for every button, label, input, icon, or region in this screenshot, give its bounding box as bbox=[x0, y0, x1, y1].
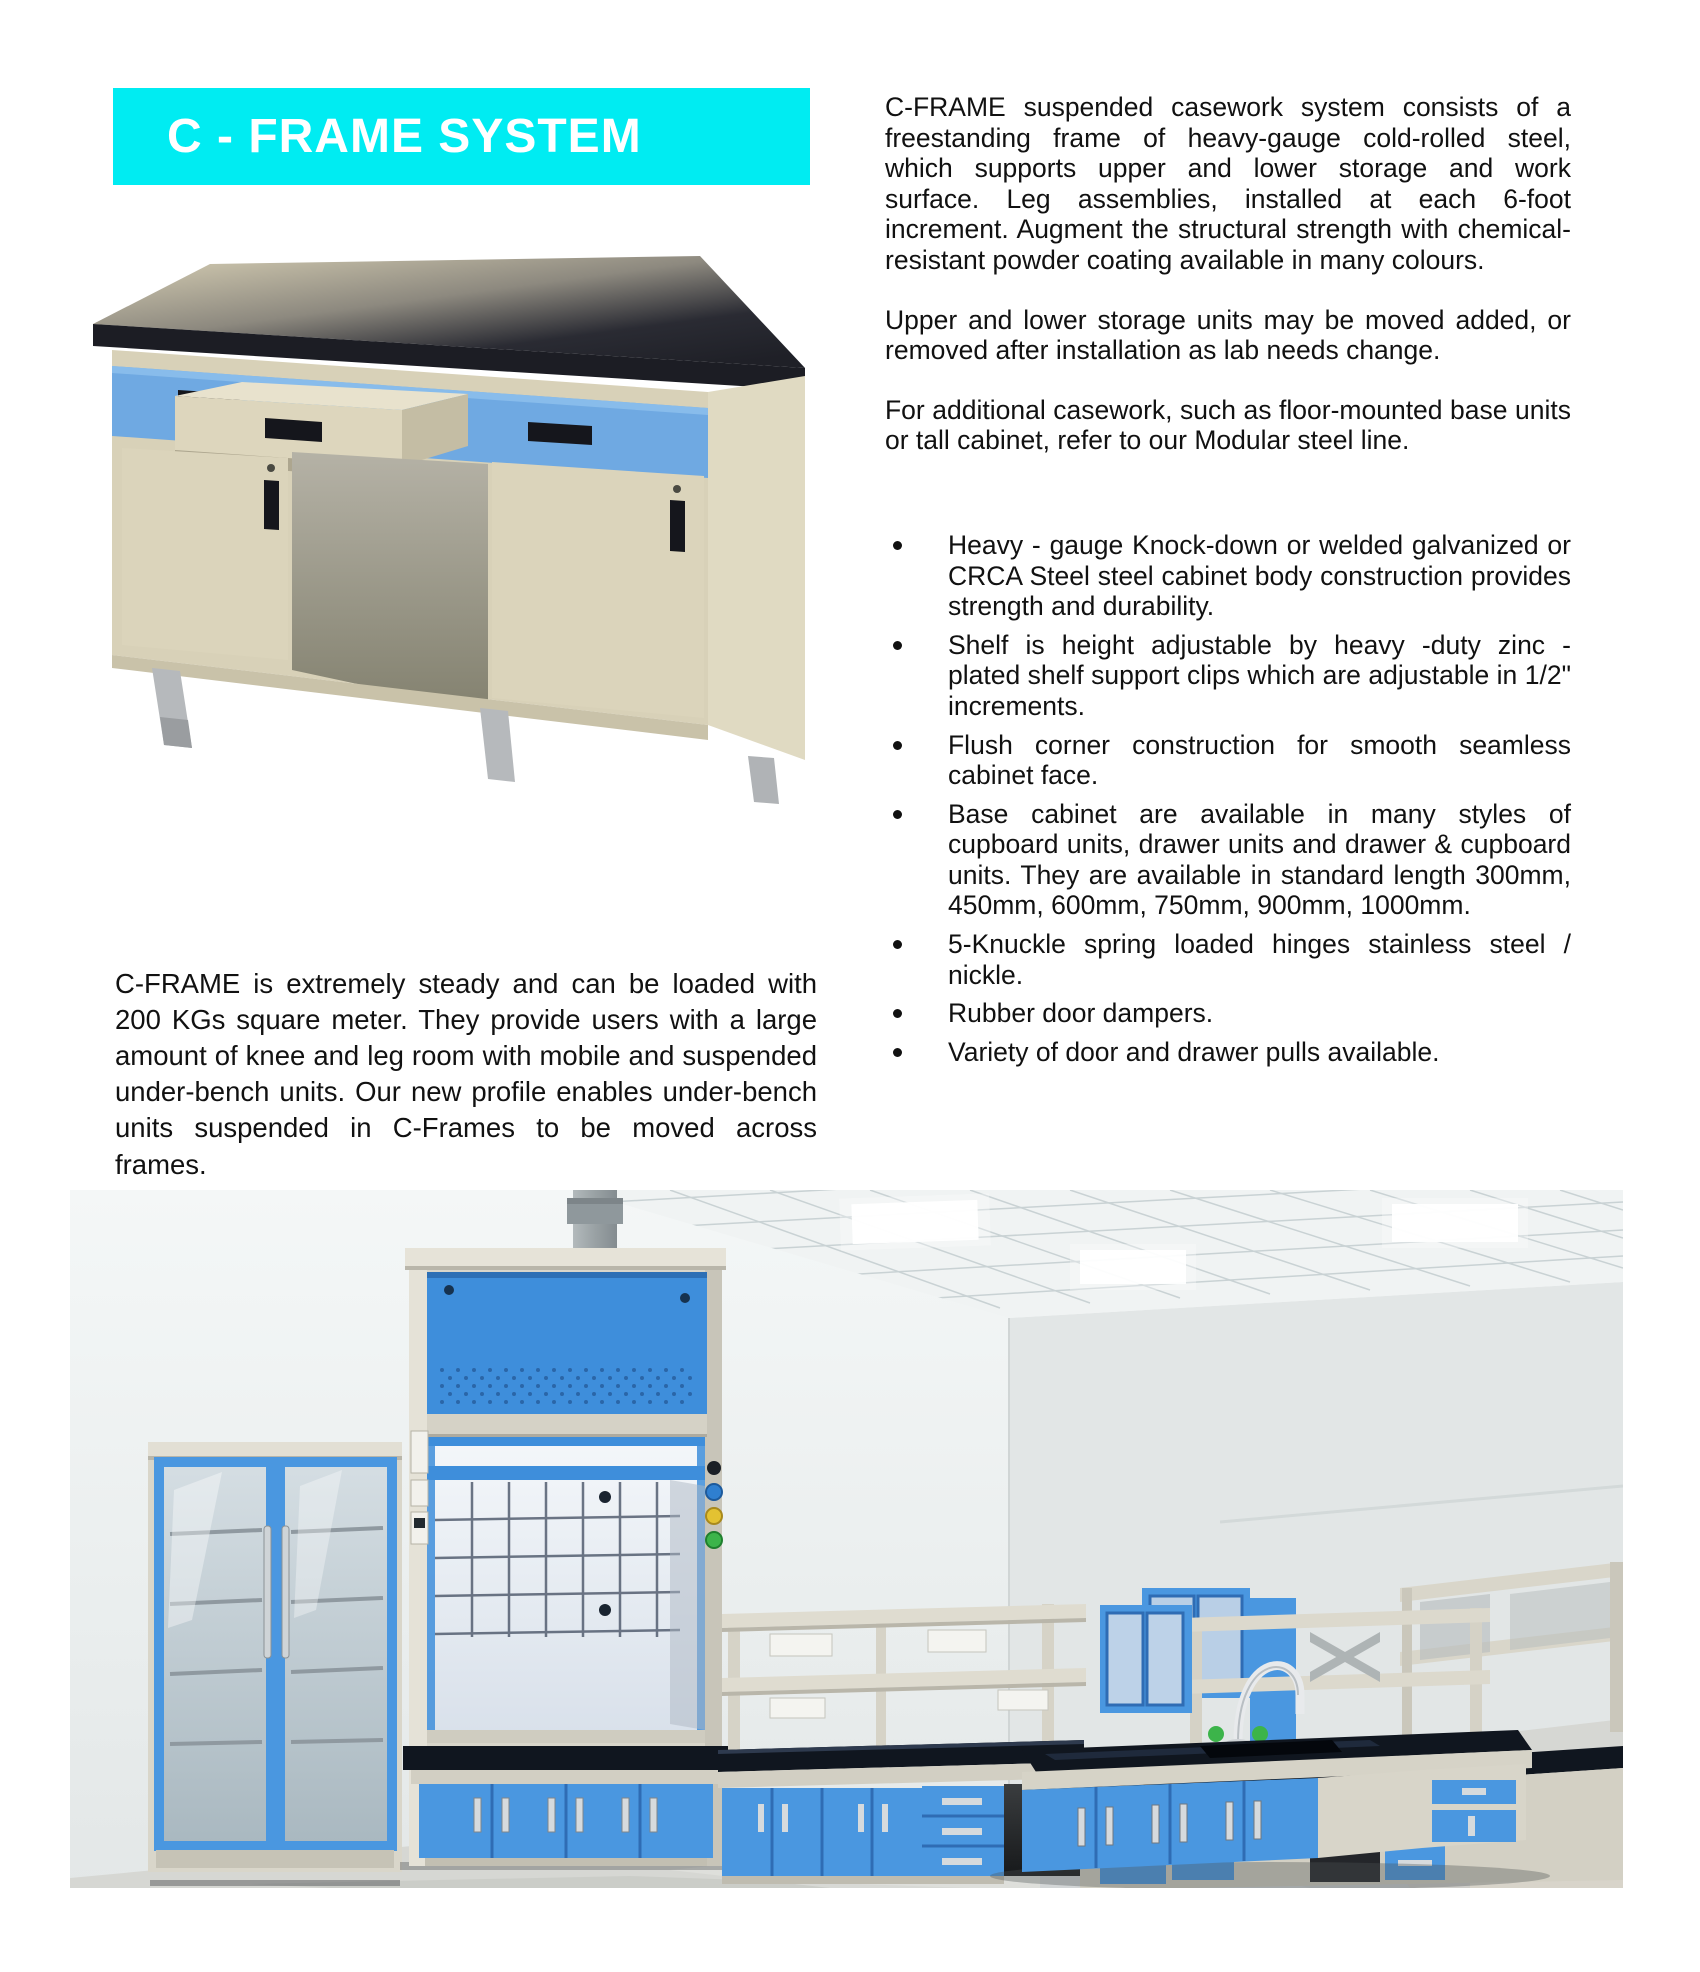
laboratory-illustration bbox=[70, 1190, 1623, 1888]
right-cabinet-door bbox=[492, 462, 704, 718]
feature-item: Variety of door and drawer pulls available. bbox=[885, 1037, 1571, 1068]
glass-door-right bbox=[280, 1462, 392, 1846]
laboratory-photo bbox=[70, 1190, 1623, 1888]
glass-cabinet bbox=[148, 1442, 402, 1886]
paragraph-storage: Upper and lower storage units may be moved added, or removed after installation as lab needs change. bbox=[885, 304, 1571, 366]
feature-item: 5-Knuckle spring loaded hinges stainless steel / nickle. bbox=[885, 929, 1571, 990]
island-end-panel bbox=[1318, 1770, 1422, 1858]
paragraph-modular: For additional casework, such as floor-mounted base units or tall cabinet, refer to our Modular steel line. bbox=[885, 394, 1571, 456]
paragraph-intro: C-FRAME suspended casework system consists of a freestanding frame of heavy-gauge cold-rolled steel, which supports upper and lower storage and work surface. Leg assemblies, installed at each 6-foot increment. Augment the structural strength with chemical- resistant powder coating available in many colours. bbox=[885, 92, 1571, 275]
desk-body bbox=[112, 350, 805, 760]
glass-door-left bbox=[159, 1462, 271, 1846]
feature-item: Heavy - gauge Knock-down or welded galvanized or CRCA Steel steel cabinet body construction provides strength and durability. bbox=[885, 530, 1571, 622]
feature-item: Flush corner construction for smooth seamless cabinet face. bbox=[885, 730, 1571, 791]
island-side-unit bbox=[1422, 1764, 1526, 1848]
workbench-image bbox=[60, 200, 840, 810]
hood-upper-panel bbox=[427, 1272, 707, 1414]
workbench-illustration bbox=[60, 200, 840, 810]
description-column bbox=[885, 92, 1571, 1075]
hood-worktop bbox=[403, 1746, 730, 1770]
feature-item: Shelf is height adjustable by heavy -duty zinc - plated shelf support clips which are adjustable in 1/2" increments. bbox=[885, 630, 1571, 722]
island-doors bbox=[1022, 1778, 1318, 1872]
right-wall bbox=[1009, 1282, 1623, 1790]
left-cabinet-door bbox=[122, 448, 288, 660]
hood-base-cabinet bbox=[419, 1784, 713, 1866]
fume-hood bbox=[400, 1248, 730, 1870]
section-banner bbox=[113, 88, 810, 185]
paragraph-steady: C-FRAME is extremely steady and can be loaded with 200 KGs square meter. They provide users with a large amount of knee and leg room with mobile and suspended under-bench units. Our new profile enables under-bench units suspended in C-Frames to be moved across frames. bbox=[115, 967, 817, 1180]
feature-list bbox=[885, 530, 1571, 1068]
hood-sash-opening bbox=[427, 1437, 705, 1743]
page-title: C - FRAME SYSTEM bbox=[167, 110, 642, 163]
feature-item: Base cabinet are available in many styles of cupboard units, drawer units and drawer & cupboard units. They are available in standard length 300mm, 450mm, 600mm, 750mm, 900mm, 1000mm. bbox=[885, 799, 1571, 921]
feature-item: Rubber door dampers. bbox=[885, 998, 1571, 1029]
